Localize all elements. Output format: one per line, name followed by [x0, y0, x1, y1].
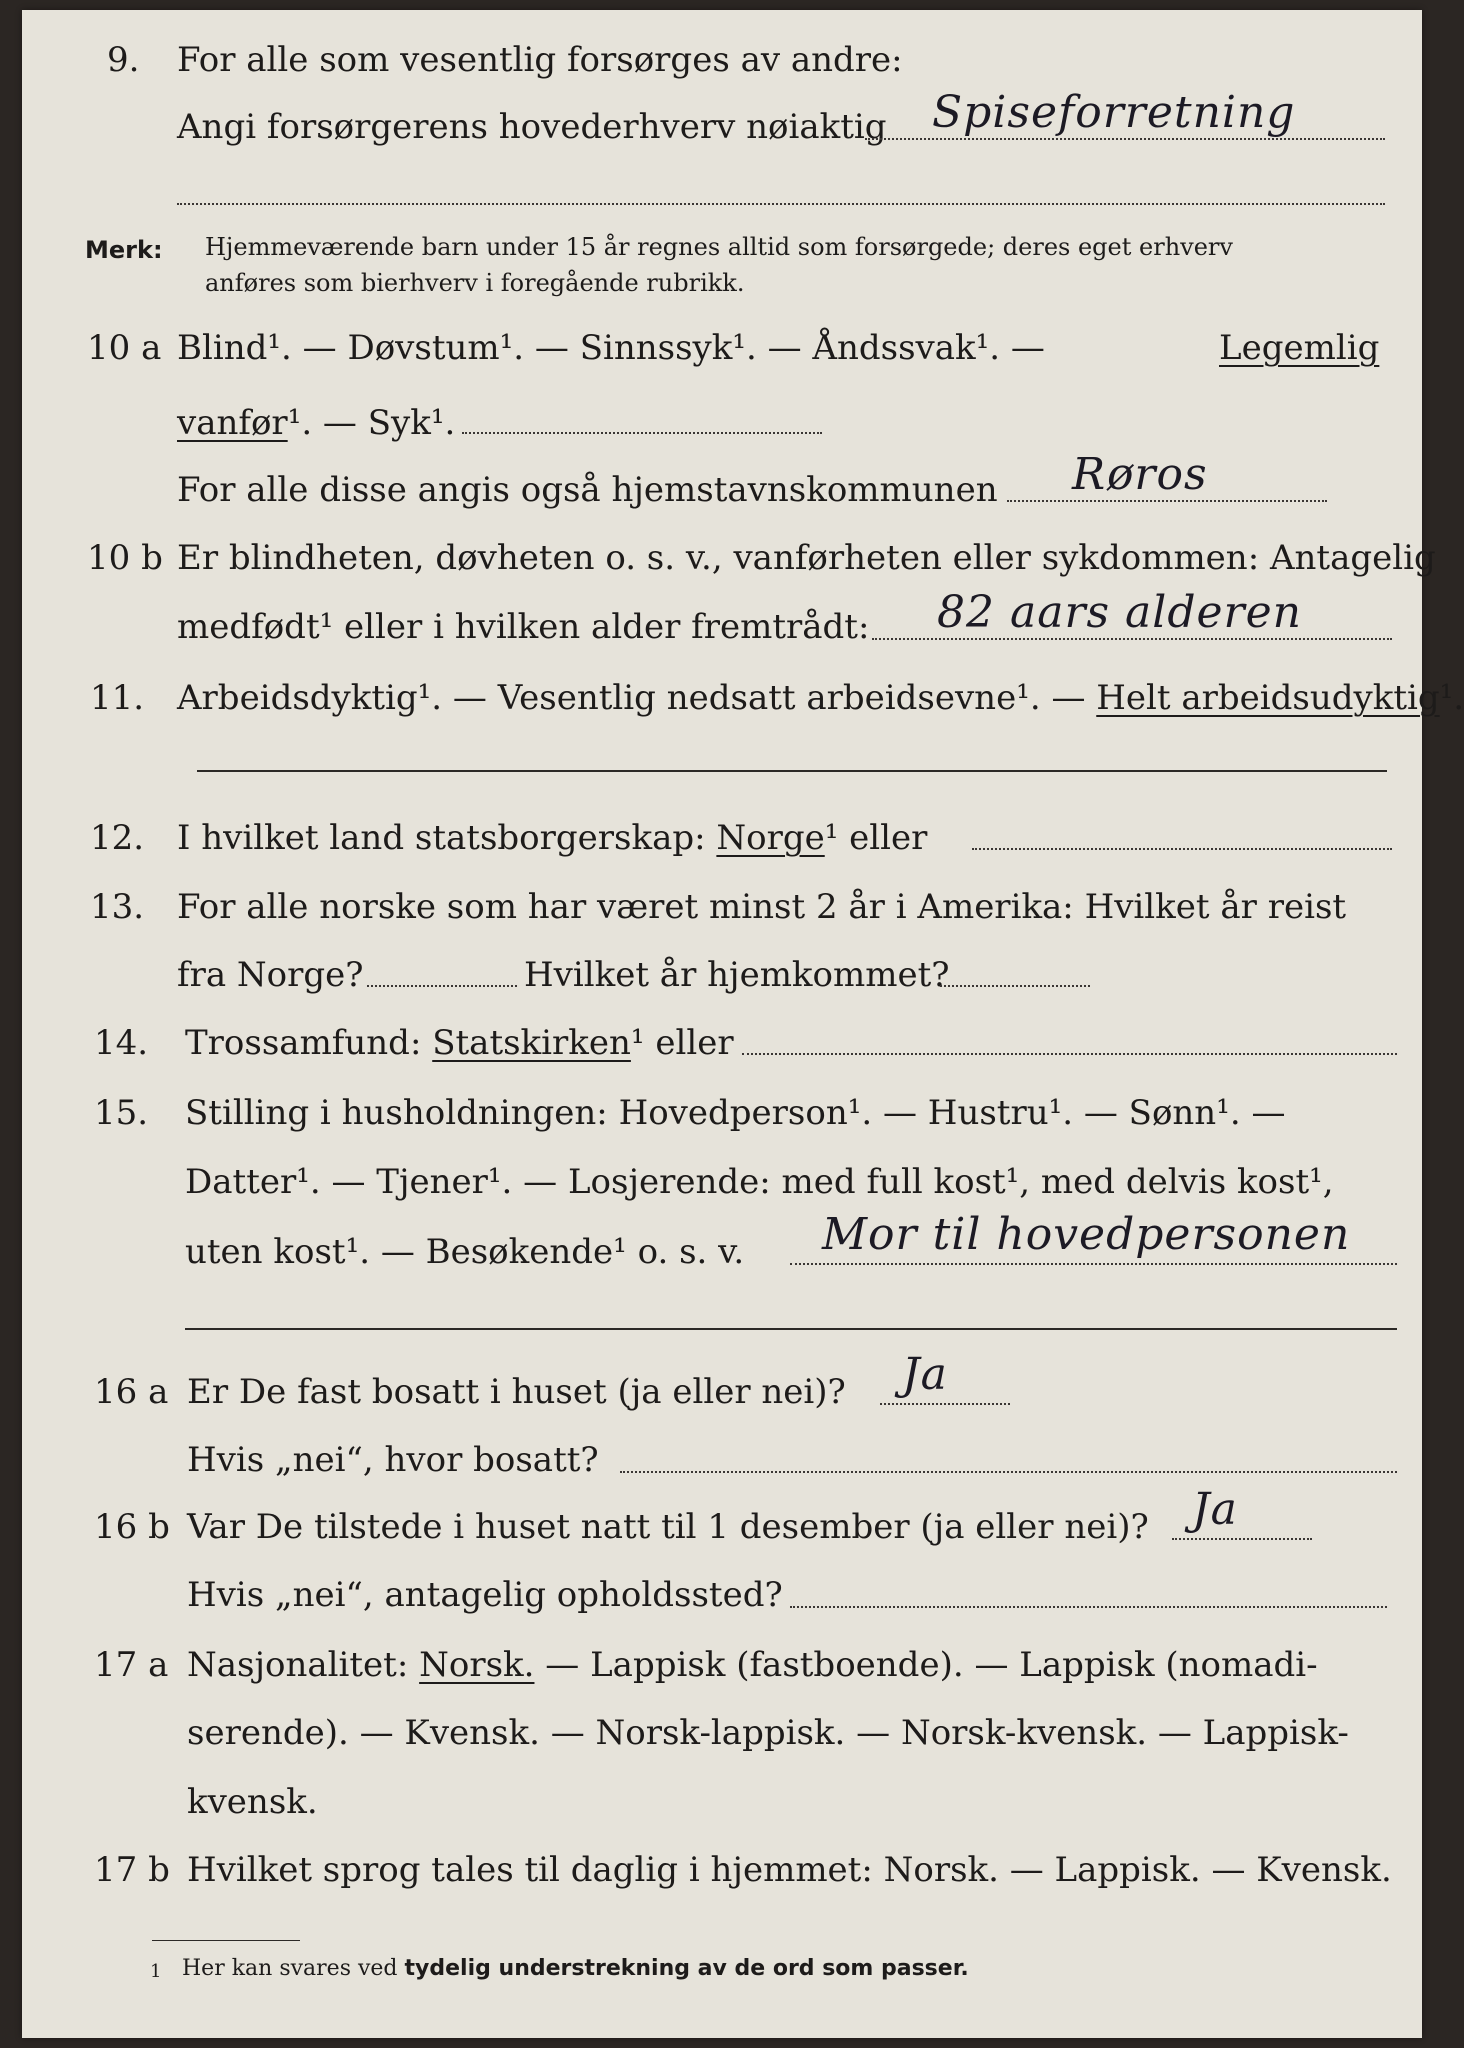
q11-divider — [197, 770, 1387, 772]
q10b-number: 10 b — [87, 538, 163, 578]
q16b-handwritten-answer: Ja — [1192, 1484, 1238, 1535]
q10a-line3: For alle disse angis også hjemstavnskommunen — [177, 470, 998, 510]
q9-handwritten-answer: Spiseforretning — [932, 87, 1296, 138]
q15-line3: uten kost¹. — Besøkende¹ o. s. v. — [185, 1232, 745, 1272]
merk-line2: anføres som bierhverv i foregående rubrikk. — [205, 269, 745, 297]
q16a-line2: Hvis „nei“, hvor bosatt? — [187, 1440, 599, 1480]
q14-number: 14. — [94, 1023, 149, 1063]
q17b-number: 17 b — [94, 1850, 170, 1890]
q15-line1: Stilling i husholdningen: Hovedperson¹. — Hustru¹. — Sønn¹. — — [185, 1093, 1286, 1133]
q10a-line2-rest: ¹. — Syk¹. — [287, 403, 456, 443]
q15-number: 15. — [94, 1093, 149, 1133]
q10b-handwritten-answer: 82 aars alderen — [937, 587, 1302, 638]
q12-number: 12. — [90, 818, 145, 858]
q10a-handwritten-answer: Røros — [1072, 449, 1208, 500]
q14-answer-line — [742, 1053, 1397, 1055]
q16b-number: 16 b — [94, 1507, 170, 1547]
q9-line2: Angi forsørgerens hovederhverv nøiaktig — [177, 107, 887, 147]
q10a-legemlig: Legemlig — [1219, 328, 1380, 368]
census-form-page — [22, 10, 1464, 2038]
q16a-line1: Er De fast bosatt i huset (ja eller nei)? — [187, 1372, 846, 1412]
q15-answer-line — [790, 1263, 1397, 1265]
q17a-line1-rest: — Lappisk (fastboende). — Lappisk (nomadi- — [545, 1645, 1318, 1685]
q10b-answer-line — [872, 638, 1392, 640]
q10b-line2: medfødt¹ eller i hvilken alder fremtrådt: — [177, 607, 870, 647]
q15-handwritten-answer: Mor til hovedpersonen — [822, 1209, 1351, 1260]
footnote-mark: 1 — [150, 1961, 162, 1982]
q13-reist-line — [367, 985, 517, 987]
q11-line1: Arbeidsdyktig¹. — Vesentlig nedsatt arbeidsevne¹. — — [177, 678, 1086, 718]
q13-number: 13. — [90, 887, 145, 927]
q17a-label: Nasjonalitet: — [187, 1645, 409, 1685]
q11-number: 11. — [90, 678, 145, 718]
q9-line1: For alle som vesentlig forsørges av andre: — [177, 40, 903, 80]
q13-hjemkommet-line — [940, 985, 1090, 987]
q15-line2: Datter¹. — Tjener¹. — Losjerende: med full kost¹, med delvis kost¹, — [185, 1162, 1334, 1202]
q12-answer-line — [972, 848, 1392, 850]
q11-helt-arbeidsudyktig: Helt arbeidsudyktig — [1096, 678, 1440, 718]
q13-line2b: Hvilket år hjemkommet? — [524, 955, 950, 995]
q16a-answer-line — [880, 1403, 1010, 1405]
q10a-answer-line — [1007, 500, 1327, 502]
merk-label: Merk: — [85, 236, 163, 264]
q12-text2: ¹ eller — [824, 818, 928, 858]
footnote-rule — [152, 1940, 300, 1941]
q10b-line1: Er blindheten, døvheten o. s. v., vanførheten eller sykdommen: Antagelig — [177, 538, 1436, 578]
q16b-opholdssted-line — [790, 1606, 1387, 1608]
q13-line2a: fra Norge? — [177, 955, 364, 995]
q14-text2: ¹ eller — [630, 1023, 734, 1063]
q16a-handwritten-answer: Ja — [902, 1349, 948, 1400]
q14-statskirken: Statskirken — [432, 1023, 631, 1063]
q10a-number: 10 a — [87, 328, 162, 368]
q17b-line1: Hvilket sprog tales til daglig i hjemmet: Norsk. — Lappisk. — Kvensk. — [187, 1850, 1392, 1890]
q16b-line2: Hvis „nei“, antagelig opholdssted? — [187, 1575, 783, 1615]
q15-divider — [185, 1328, 1397, 1330]
q14-text1: Trossamfund: — [185, 1023, 422, 1063]
q13-line1: For alle norske som har været minst 2 år i Amerika: Hvilket år reist — [177, 887, 1347, 927]
q9-extra-line — [177, 203, 1385, 205]
q9-number: 9. — [107, 40, 140, 80]
q17a-line2: serende). — Kvensk. — Norsk-lappisk. — Norsk-kvensk. — Lappisk- — [187, 1713, 1349, 1753]
q9-answer-line — [865, 138, 1385, 140]
q17a-line3: kvensk. — [187, 1782, 318, 1822]
q17a-norsk: Norsk. — [419, 1645, 535, 1685]
q10a-vanfor: vanfør — [177, 403, 288, 443]
footnote-text1: Her kan svares ved — [182, 1956, 398, 1981]
q16b-answer-line — [1172, 1538, 1312, 1540]
q12-text1: I hvilket land statsborgerskap: — [177, 818, 706, 858]
q17a-number: 17 a — [94, 1645, 169, 1685]
footnote-text2: tydelig understrekning av de ord som passer. — [404, 1956, 969, 1981]
q10a-syk-line — [462, 432, 822, 434]
merk-line1: Hjemmeværende barn under 15 år regnes alltid som forsørgede; deres eget erhverv — [205, 233, 1233, 261]
q16b-line1: Var De tilstede i huset natt til 1 desember (ja eller nei)? — [187, 1507, 1149, 1547]
q16a-bosatt-line — [620, 1471, 1397, 1473]
q10a-line1: Blind¹. — Døvstum¹. — Sinnssyk¹. — Åndssvak¹. — — [177, 328, 1045, 368]
q12-norge: Norge — [716, 818, 825, 858]
q16a-number: 16 a — [94, 1372, 169, 1412]
q11-footnote-mark: ¹. — [1439, 678, 1464, 718]
